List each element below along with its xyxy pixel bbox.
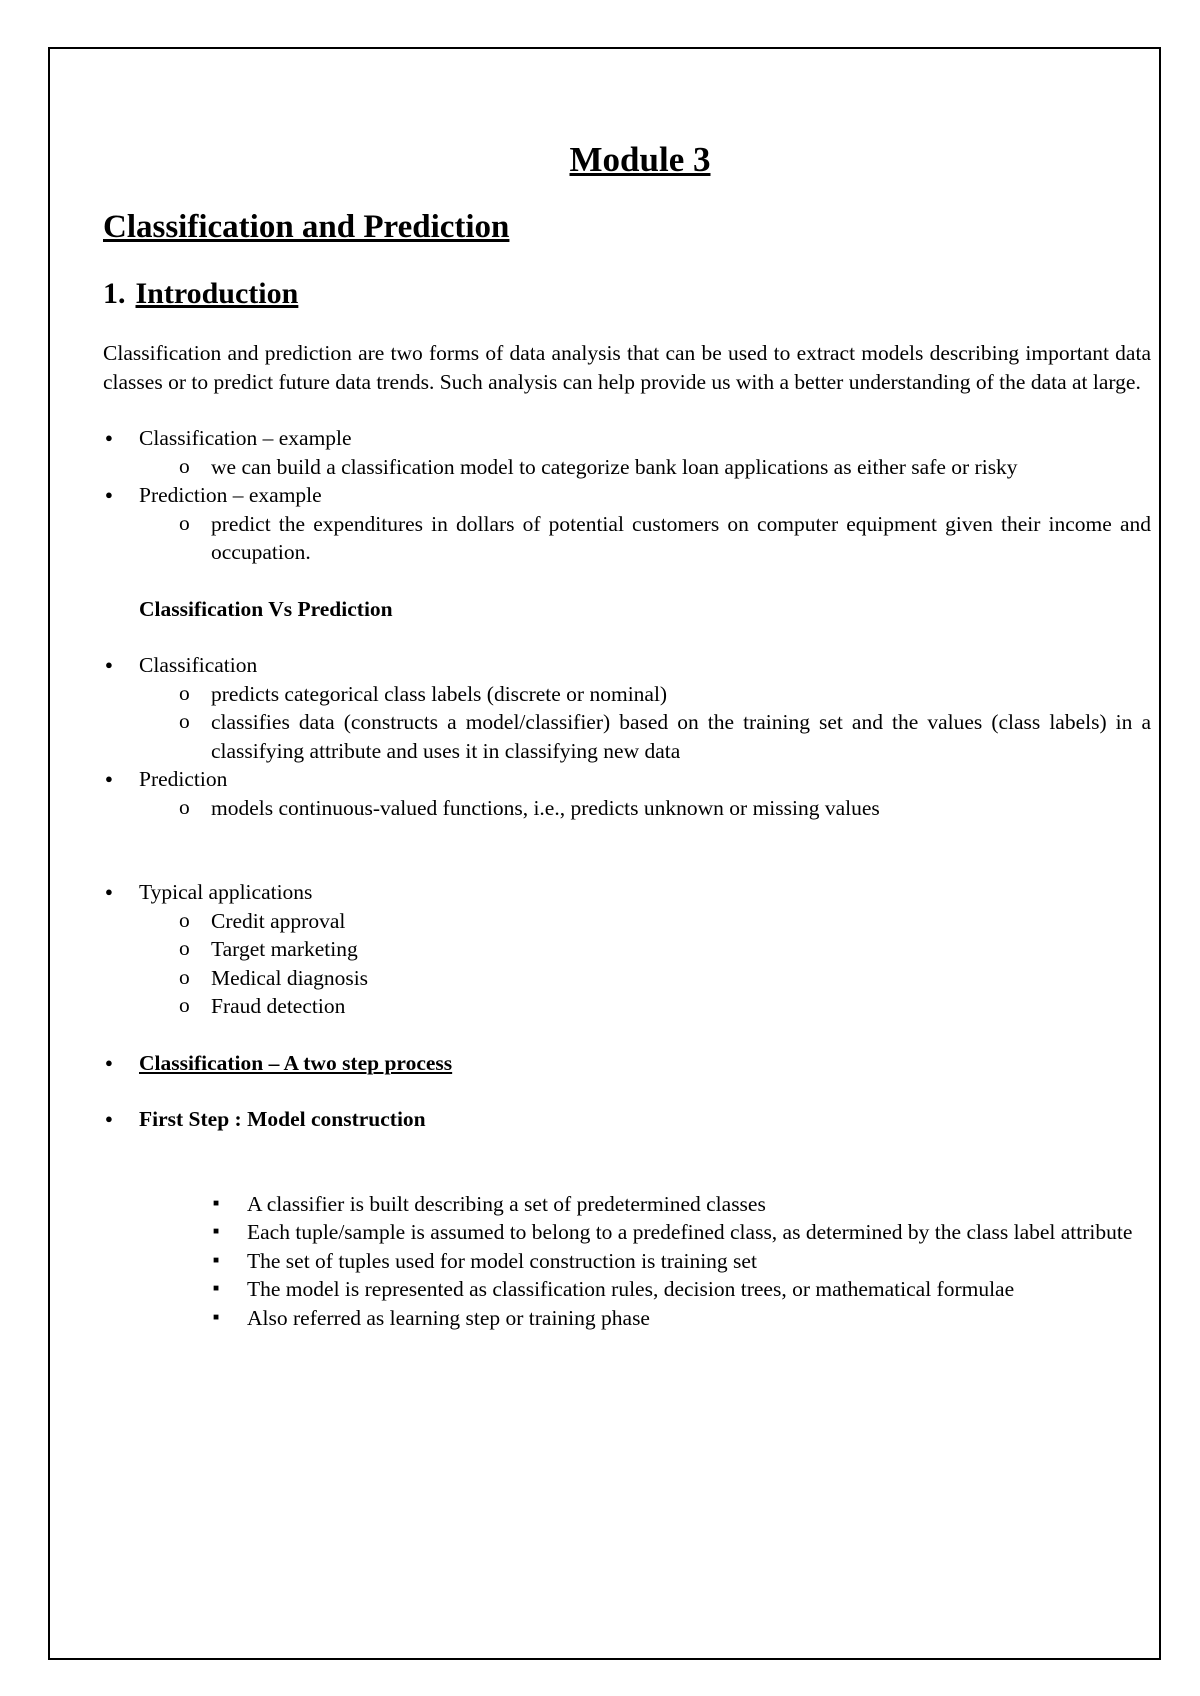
- list-subitem: o models continuous-valued functions, i.e., predicts unknown or missing values: [103, 794, 1151, 823]
- intro-paragraph: Classification and prediction are two forms of data analysis that can be used to extract models describing important data classes or to predict future data trends. Such analysis can help provide us with a better understanding of the data at large.: [103, 341, 1151, 394]
- two-step-heading: Classification – A two step process: [139, 1050, 453, 1075]
- list-item: [103, 1049, 1151, 1078]
- list-subitem: o predicts categorical class labels (discrete or nominal): [103, 680, 1151, 709]
- list-subitem: o predict the expenditures in dollars of potential customers on computer equipment given their income and occupation.: [103, 510, 1151, 567]
- first-step-points: [103, 1190, 1151, 1333]
- section-heading: [103, 277, 298, 311]
- vs-list: [103, 651, 1151, 822]
- two-step-list: [103, 1049, 1151, 1078]
- list-subitem: o Fraud detection: [103, 992, 1151, 1021]
- list-subitem: ■ The set of tuples used for model construction is training set: [103, 1247, 1151, 1276]
- list-subitem: o classifies data (constructs a model/classifier) based on the training set and the values (class labels) in a classifying attribute and uses it in classifying new data: [103, 708, 1151, 765]
- list-subitem: ■ Also referred as learning step or training phase: [103, 1304, 1151, 1333]
- list-subitem: ■ A classifier is built describing a set of predetermined classes: [103, 1190, 1151, 1219]
- list-item: [103, 1105, 1151, 1134]
- list-item: ● Typical applications: [103, 878, 1151, 907]
- list-subitem: o Medical diagnosis: [103, 964, 1151, 993]
- list-subitem: o we can build a classification model to categorize bank loan applications as either safe or risky: [103, 453, 1151, 482]
- list-subitem: o Credit approval: [103, 907, 1151, 936]
- document-body: [103, 339, 1151, 1332]
- module-title: Module 3: [569, 140, 711, 179]
- section-number: 1.: [103, 277, 126, 310]
- applications-list: [103, 878, 1151, 1021]
- list-item: ● Prediction – example: [103, 481, 1151, 510]
- list-item: ● Prediction: [103, 765, 1151, 794]
- list-subitem: ■ Each tuple/sample is assumed to belong to a predefined class, as determined by the class label attribute: [103, 1218, 1151, 1247]
- vs-heading: Classification Vs Prediction: [139, 596, 393, 621]
- list-subitem: o Target marketing: [103, 935, 1151, 964]
- section-title: Introduction: [135, 277, 299, 310]
- list-item: ● Classification – example: [103, 424, 1151, 453]
- chapter-title: Classification and Prediction: [103, 209, 510, 245]
- first-step-heading: First Step : Model construction: [139, 1107, 426, 1131]
- list-item: ● Classification: [103, 651, 1151, 680]
- first-step-list: [103, 1105, 1151, 1134]
- examples-list: [103, 424, 1151, 567]
- list-subitem: ■ The model is represented as classification rules, decision trees, or mathematical formulae: [103, 1275, 1151, 1304]
